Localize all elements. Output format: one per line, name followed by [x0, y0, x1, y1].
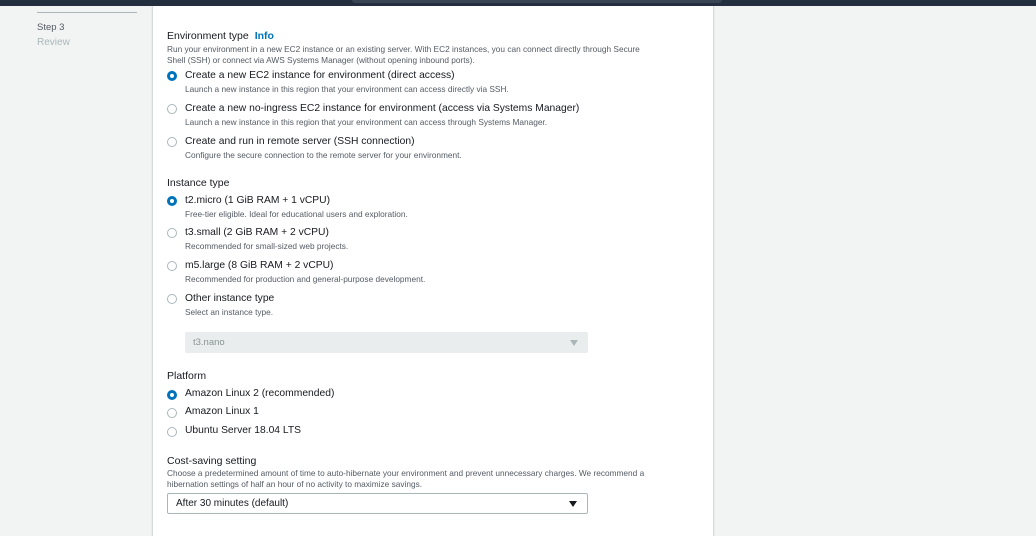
- env-option-ec2-direct-label[interactable]: Create a new EC2 instance for environment (direct access): [185, 70, 455, 81]
- info-link[interactable]: Info: [254, 30, 274, 42]
- platform-amazon-linux-1-radio[interactable]: [167, 408, 177, 418]
- environment-type-description-2: Shell (SSH) or connect via AWS Systems Manager (without opening inbound ports).: [167, 55, 475, 65]
- env-option-remote-ssh-label[interactable]: Create and run in remote server (SSH connection): [185, 136, 415, 147]
- other-instance-type-value: t3.nano: [193, 337, 225, 348]
- instance-t3-small-radio[interactable]: [167, 228, 177, 238]
- step-number: Step 3: [37, 22, 65, 33]
- env-option-no-ingress-desc: Launch a new instance in this region that your environment can access through Systems Manager.: [185, 117, 548, 127]
- cost-saving-description-2: hibernation settings of half an hour of no activity to maximize savings.: [167, 479, 423, 489]
- caret-down-icon: [570, 340, 578, 346]
- env-option-no-ingress-label[interactable]: Create a new no-ingress EC2 instance for environment (access via Systems Manager): [185, 103, 580, 114]
- instance-type-heading: Instance type: [167, 177, 230, 189]
- platform-amazon-linux-2-label[interactable]: Amazon Linux 2 (recommended): [185, 388, 335, 399]
- top-bar-tab: [352, 0, 722, 3]
- instance-other-radio[interactable]: [167, 294, 177, 304]
- cost-saving-description-1: Choose a predetermined amount of time to auto-hibernate your environment and prevent unnecessary charges. We recommend a: [167, 468, 645, 478]
- instance-t3-small-label[interactable]: t3.small (2 GiB RAM + 2 vCPU): [185, 227, 329, 238]
- instance-t2-micro-radio[interactable]: [167, 196, 177, 206]
- platform-amazon-linux-1-label[interactable]: Amazon Linux 1: [185, 406, 259, 417]
- step-link-review[interactable]: Review: [37, 37, 70, 48]
- instance-t2-micro-label[interactable]: t2.micro (1 GiB RAM + 1 vCPU): [185, 195, 331, 206]
- env-option-ec2-direct-desc: Launch a new instance in this region that your environment can access directly via SSH.: [185, 84, 509, 94]
- cost-saving-value: After 30 minutes (default): [176, 498, 289, 509]
- other-instance-type-select: [185, 332, 588, 353]
- platform-ubuntu-radio[interactable]: [167, 427, 177, 437]
- caret-down-icon: [569, 501, 577, 507]
- cost-saving-heading: Cost-saving setting: [167, 455, 257, 467]
- instance-m5-large-desc: Recommended for production and general-purpose development.: [185, 274, 426, 284]
- platform-heading: Platform: [167, 370, 207, 382]
- env-option-ec2-direct-radio[interactable]: [167, 71, 177, 81]
- environment-type-title: Environment type: [167, 30, 249, 42]
- instance-m5-large-label[interactable]: m5.large (8 GiB RAM + 2 vCPU): [185, 260, 334, 271]
- env-option-remote-ssh-desc: Configure the secure connection to the remote server for your environment.: [185, 150, 462, 160]
- instance-other-desc: Select an instance type.: [185, 307, 274, 317]
- platform-ubuntu-label[interactable]: Ubuntu Server 18.04 LTS: [185, 425, 302, 436]
- cost-saving-select[interactable]: [167, 493, 588, 514]
- env-option-remote-ssh-radio[interactable]: [167, 137, 177, 147]
- environment-type-heading: [167, 30, 274, 42]
- env-option-no-ingress-radio[interactable]: [167, 104, 177, 114]
- instance-other-label[interactable]: Other instance type: [185, 293, 275, 304]
- instance-t2-micro-desc: Free-tier eligible. Ideal for educational users and exploration.: [185, 209, 408, 219]
- instance-m5-large-radio[interactable]: [167, 261, 177, 271]
- instance-t3-small-desc: Recommended for small-sized web projects.: [185, 241, 349, 251]
- environment-type-description-1: Run your environment in a new EC2 instance or an existing server. With EC2 instances, you can connect directly through Secure: [167, 44, 640, 54]
- nav-divider: [37, 12, 137, 13]
- platform-amazon-linux-2-radio[interactable]: [167, 390, 177, 400]
- wizard-step-nav: [0, 6, 152, 524]
